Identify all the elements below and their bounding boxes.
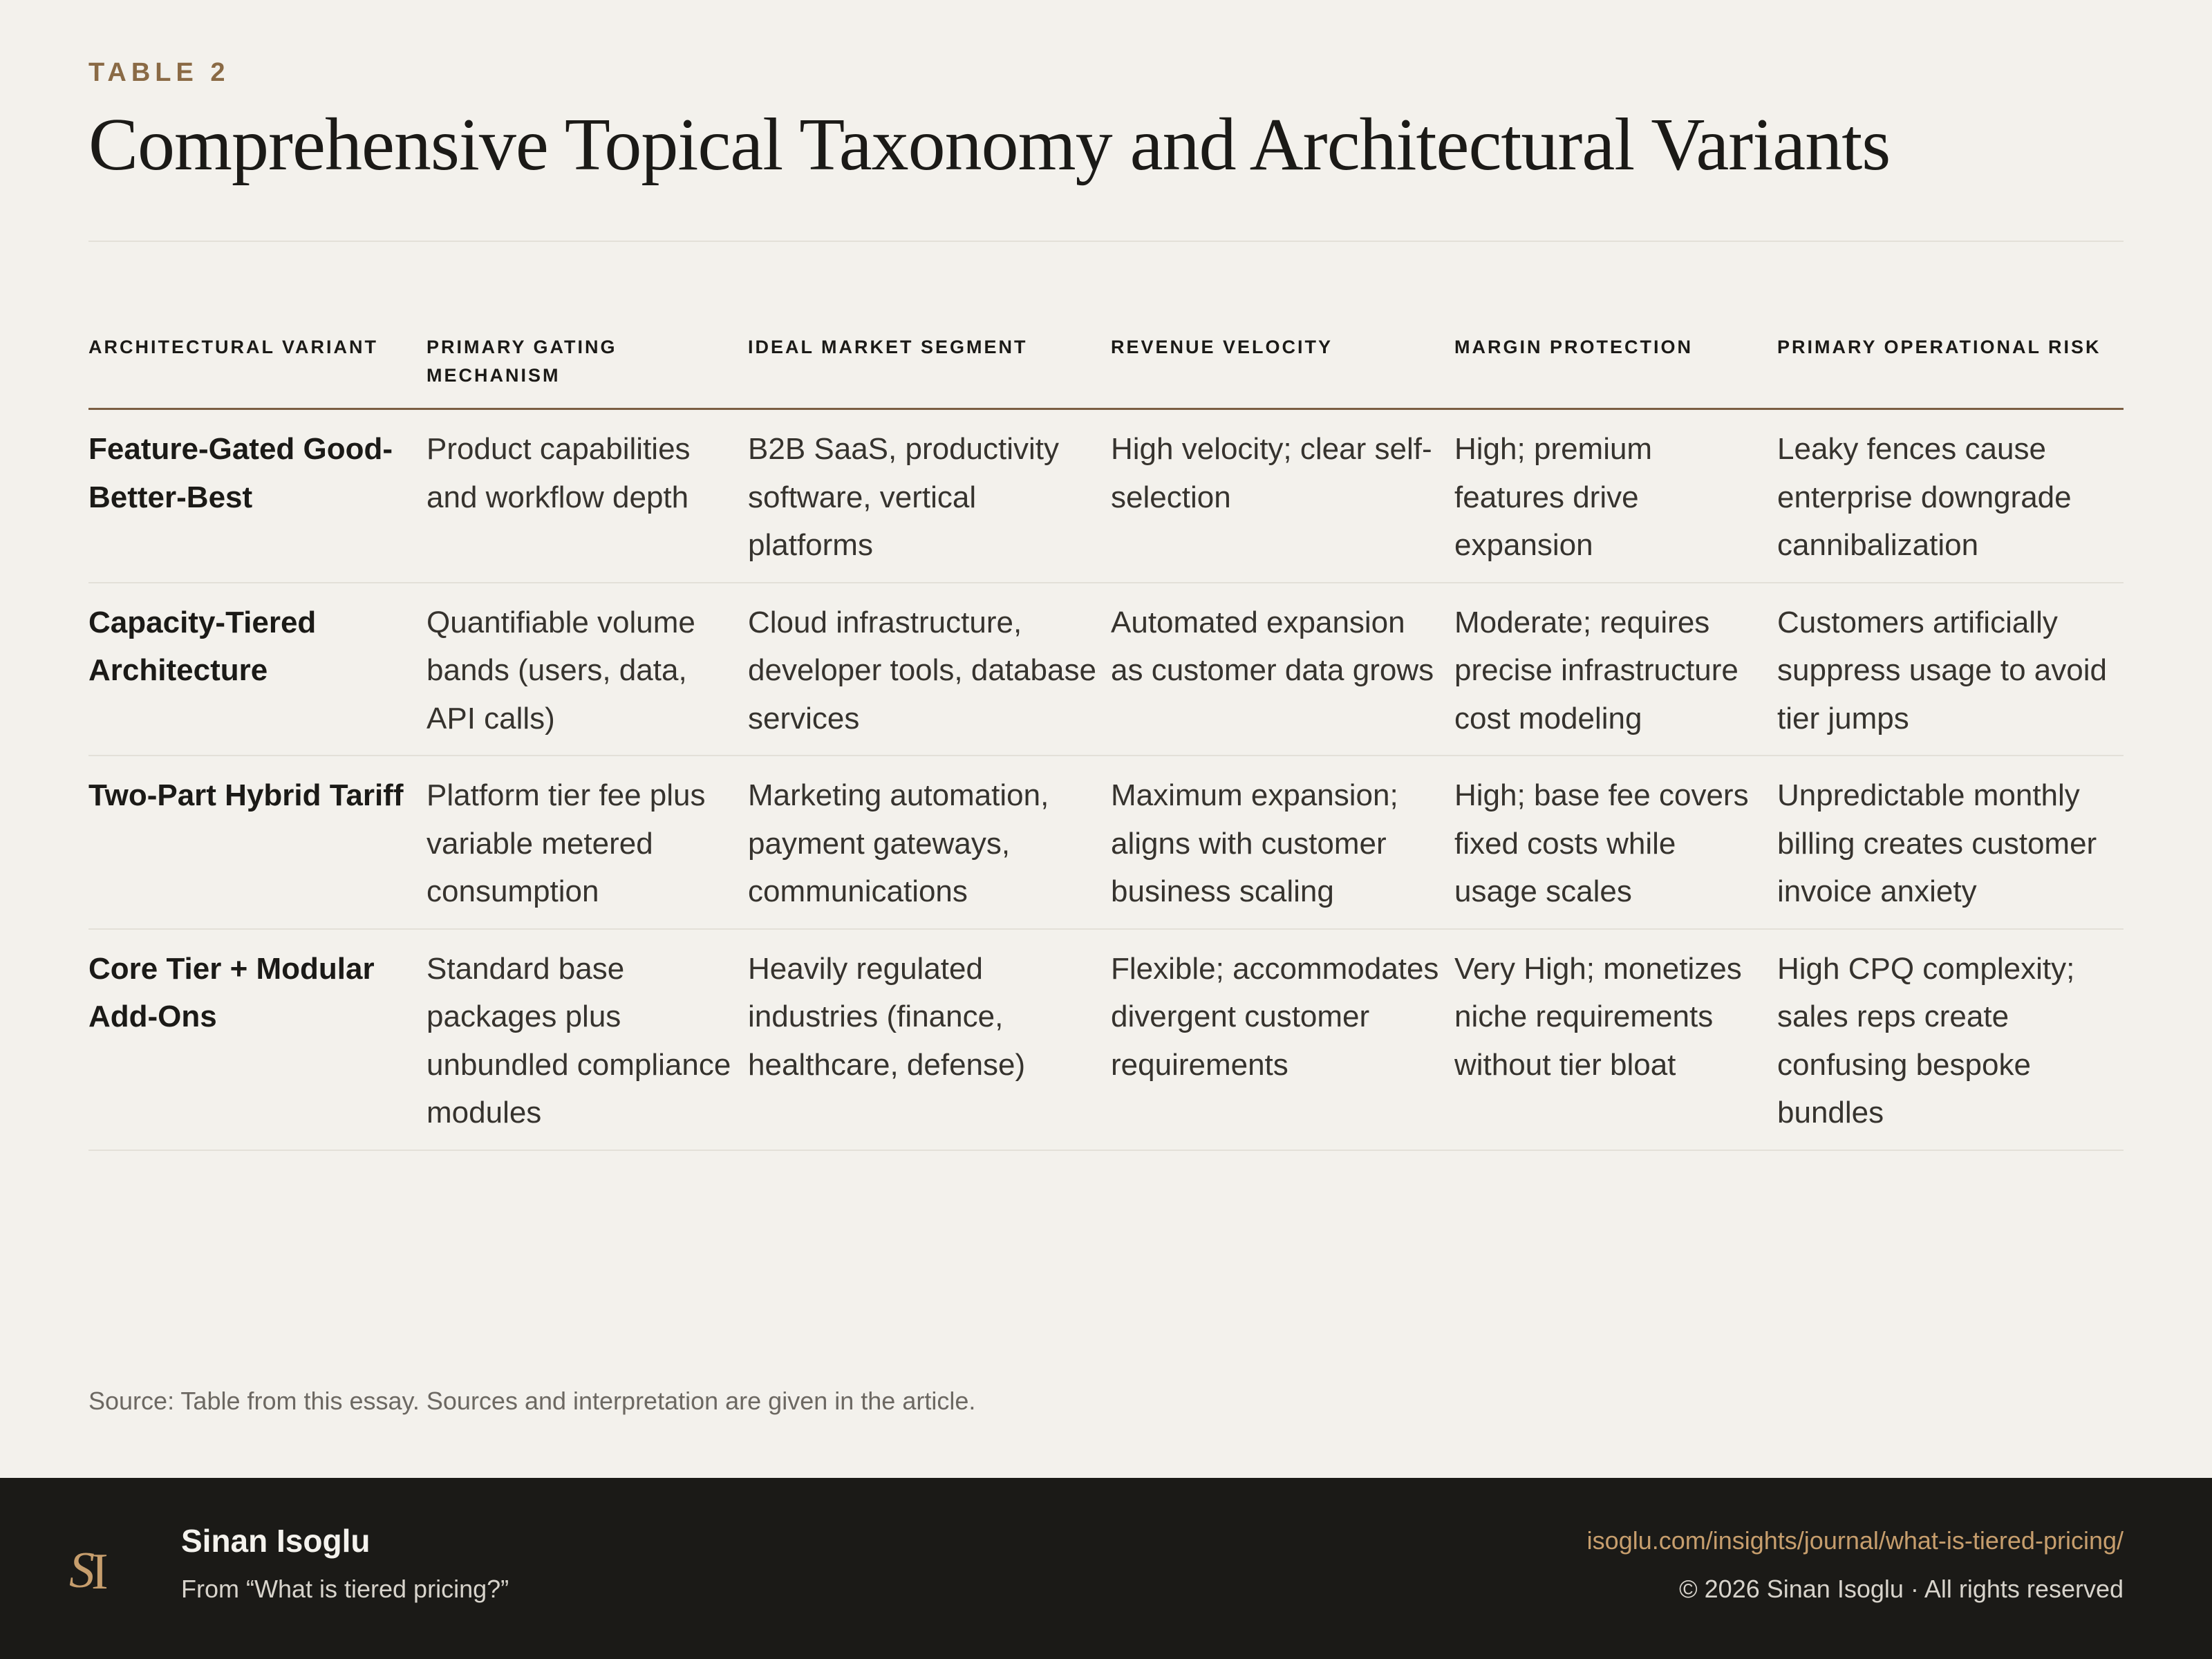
- article-reference: From “What is tiered pricing?”: [181, 1575, 509, 1603]
- table-cell: Standard base packages plus unbundled compliance modules: [427, 929, 748, 1150]
- monogram-logo-icon: [64, 1539, 119, 1601]
- table-cell: Platform tier fee plus variable metered consumption: [427, 756, 748, 929]
- table-cell: Unpredictable monthly billing creates customer invoice anxiety: [1777, 756, 2124, 929]
- table-row: [88, 929, 2124, 1150]
- svg-text:I: I: [91, 1544, 109, 1600]
- article-link[interactable]: isoglu.com/insights/journal/what-is-tiered-pricing/: [1586, 1526, 2124, 1555]
- table-cell: Maximum expansion; aligns with customer business scaling: [1111, 756, 1454, 929]
- copyright: © 2026 Sinan Isoglu · All rights reserved: [1679, 1575, 2124, 1603]
- row-header-cell: Two-Part Hybrid Tariff: [88, 756, 427, 929]
- table-cell: Moderate; requires precise infrastructure cost modeling: [1454, 583, 1777, 756]
- source-note: Source: Table from this essay. Sources and interpretation are given in the article.: [88, 1387, 976, 1415]
- table-cell: Product capabilities and workflow depth: [427, 409, 748, 583]
- column-header: ARCHITECTURAL VARIANT: [88, 325, 427, 409]
- table-header-row: [88, 325, 2124, 409]
- row-header-cell: Capacity-Tiered Architecture: [88, 583, 427, 756]
- column-header: PRIMARY OPERATIONAL RISK: [1777, 325, 2124, 409]
- taxonomy-table: [88, 325, 2124, 1151]
- table-cell: Flexible; accommodates divergent customer requirements: [1111, 929, 1454, 1150]
- footer: [0, 1478, 2212, 1659]
- column-header: PRIMARY GATING MECHANISM: [427, 325, 748, 409]
- table-cell: High; premium features drive expansion: [1454, 409, 1777, 583]
- column-header: MARGIN PROTECTION: [1454, 325, 1777, 409]
- row-header-cell: Core Tier + Modular Add-Ons: [88, 929, 427, 1150]
- divider: [88, 241, 2124, 242]
- table-cell: Heavily regulated industries (finance, healthcare, defense): [748, 929, 1111, 1150]
- table-cell: High CPQ complexity; sales reps create confusing bespoke bundles: [1777, 929, 2124, 1150]
- table-cell: B2B SaaS, productivity software, vertical platforms: [748, 409, 1111, 583]
- table-row: [88, 409, 2124, 583]
- table-row: [88, 583, 2124, 756]
- table-cell: Marketing automation, payment gateways, communications: [748, 756, 1111, 929]
- table-cell: Automated expansion as customer data grows: [1111, 583, 1454, 756]
- table-cell: Quantifiable volume bands (users, data, API calls): [427, 583, 748, 756]
- page-title: Comprehensive Topical Taxonomy and Architectural Variants: [88, 104, 1891, 186]
- column-header: IDEAL MARKET SEGMENT: [748, 325, 1111, 409]
- table-label: TABLE 2: [88, 58, 230, 87]
- table-cell: High velocity; clear self-selection: [1111, 409, 1454, 583]
- table-cell: Leaky fences cause enterprise downgrade cannibalization: [1777, 409, 2124, 583]
- table-row: [88, 756, 2124, 929]
- column-header: REVENUE VELOCITY: [1111, 325, 1454, 409]
- row-header-cell: Feature-Gated Good-Better-Best: [88, 409, 427, 583]
- table-cell: Customers artificially suppress usage to avoid tier jumps: [1777, 583, 2124, 756]
- table-cell: Very High; monetizes niche requirements without tier bloat: [1454, 929, 1777, 1150]
- table-cell: High; base fee covers fixed costs while usage scales: [1454, 756, 1777, 929]
- table-cell: Cloud infrastructure, developer tools, database services: [748, 583, 1111, 756]
- author-name: Sinan Isoglu: [181, 1523, 371, 1559]
- svg-text:S: S: [69, 1542, 95, 1599]
